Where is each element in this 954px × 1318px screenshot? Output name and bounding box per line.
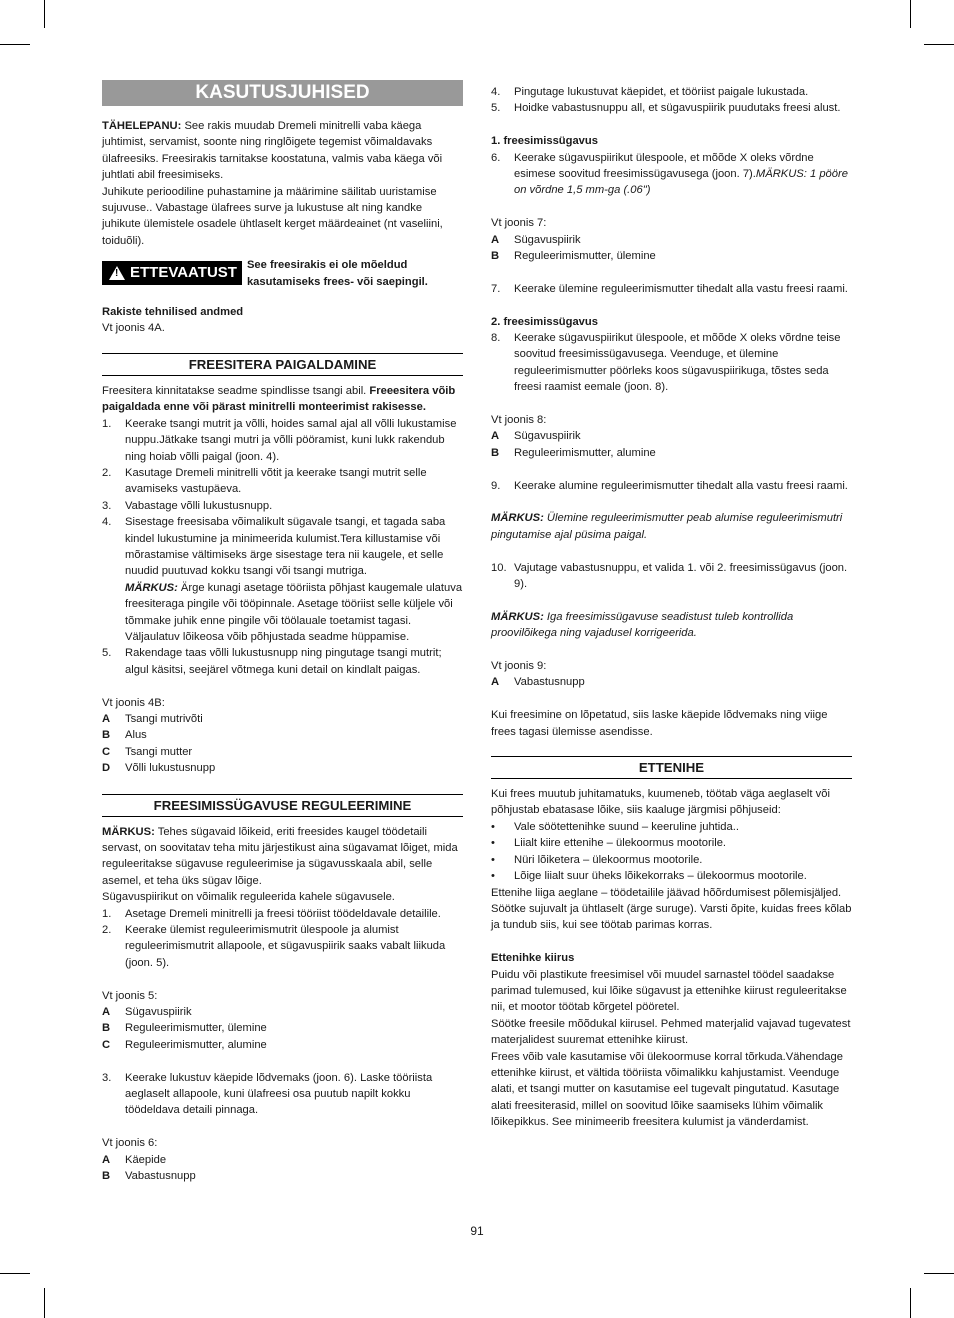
key-item: [102, 744, 463, 760]
list-text: [125, 498, 463, 514]
key-label: [125, 1037, 267, 1053]
step6-note: MÄRKUS: 1 pööre on võrdne 1,5 mm-ga (.06"): [514, 168, 848, 197]
warning-text: See freesirakis ei ole mõeldud kasutamiseks frees- või saepingil.: [246, 259, 428, 288]
list-item: [102, 416, 463, 465]
list-number: 8.: [491, 332, 501, 345]
key-label: [514, 674, 585, 690]
item-text: Asetage Dremeli minitrelli ja freesi tööriist töödeldavale detailile.: [125, 907, 441, 920]
key-label: [514, 428, 581, 444]
note-label: MÄRKUS:: [102, 825, 155, 838]
key-label: [125, 1168, 196, 1184]
note-label: MÄRKUS:: [491, 610, 544, 623]
key-letter: A: [491, 430, 500, 443]
bullet-text: Nüri lõiketera – ülekoormus mootorile.: [514, 853, 703, 866]
list-text: [125, 645, 463, 678]
key-label: [514, 445, 656, 461]
key-label: [125, 727, 147, 743]
list-number: 2.: [102, 924, 112, 937]
list-text: [125, 465, 463, 498]
crop-mark: [924, 44, 954, 45]
bullet-text: Vale söötettenihke suund – keeruline juhtida..: [514, 820, 739, 833]
fig-ref: Vt joonis 4B:: [102, 696, 165, 709]
note-label: MÄRKUS:: [125, 581, 178, 594]
crop-mark: [0, 44, 30, 45]
crop-mark: [44, 1288, 45, 1318]
item-text: Käepide: [125, 1153, 167, 1166]
item-text: Keerake ülemist reguleerimismutrit ülespoole ja alumist reguleerimismutrit allapoole, et sügavuspiirik saaks vabalt liikuda (joon. 5).: [125, 924, 446, 969]
warning-badge-label: ETTEVAATUST: [130, 264, 237, 282]
list-text: Keerake alumine reguleerimismutter tihedalt alla vastu freesi raami.: [514, 479, 848, 492]
list-text: [514, 100, 852, 116]
item-text: Võlli lukustusnupp: [125, 762, 216, 775]
key-item: [102, 1152, 463, 1168]
fig-ref: Vt joonis 8:: [491, 414, 547, 427]
finish-paragraph: Kui freesimine on lõpetatud, siis laske käepide lõdvemaks ning viige frees tagasi ülemisse asendisse.: [491, 709, 828, 738]
key-list: [491, 674, 852, 690]
list-text: Vajutage vabastusnuppu, et valida 1. või 2. freesimissügavus (joon. 9).: [514, 561, 848, 591]
key-label: [514, 232, 581, 248]
fig-ref: Vt joonis 7:: [491, 217, 547, 230]
crop-mark: [0, 1273, 30, 1274]
list-text: Keerake lukustuv käepide lõdvemaks (joon. 6). Laske tööriista aeglaselt allapoole, kuni ülafreesi osa puutub napilt kokku töödeldava detaili pinnaga.: [125, 1071, 433, 1117]
key-letter: B: [491, 250, 500, 263]
key-letter: B: [102, 729, 111, 742]
list-number: 1.: [102, 417, 112, 430]
bullet-icon: •: [491, 853, 495, 866]
crop-mark: [924, 1273, 954, 1274]
list-number: 3.: [102, 1071, 112, 1084]
list-number: 10.: [491, 561, 507, 574]
bullet-item: [491, 819, 852, 835]
key-item: [102, 1168, 463, 1184]
key-list: [491, 232, 852, 265]
list-text: Keerake sügavuspiirikut ülespoole, et mõõde X oleks võrdne teise soovitud freesimissügavusega. Veenduge, et ülemine reguleerimismutter pöörleks koos sügavuspiirikuga, tõstes seda freesi raamist eemale (joon. 8).: [514, 332, 841, 394]
key-label: [125, 744, 192, 760]
list-number: 2.: [102, 466, 112, 479]
s2-key-list: [102, 1152, 463, 1185]
list-text: [514, 84, 852, 100]
item-text: Keerake tsangi mutrit ja võlli, hoides samal ajal all võlli lukustamise nuppu.Jätkake tsangi mutri ja võlli pööramist, kuni lukk rakendub ning hoiab võlli paigal (joon. 4).: [125, 417, 457, 463]
list-text: [125, 906, 463, 922]
key-item: [102, 1020, 463, 1036]
item-text: Kasutage Dremeli minitrelli võtit ja keerake tsangi mutrit selle avamiseks vastupäeva.: [125, 466, 427, 496]
item-text: Sügavuspiirik: [514, 233, 581, 246]
key-label: [125, 1020, 267, 1036]
feed-speed-heading: Ettenihke kiirus: [491, 952, 575, 965]
note-paragraph: [491, 510, 852, 543]
list-text: [125, 514, 463, 645]
list-item: [491, 281, 852, 297]
right-column: [491, 84, 852, 1131]
item-text: Reguleerimismutter, ülemine: [125, 1022, 267, 1035]
warning-block: [102, 257, 463, 290]
bullet-item: [491, 852, 852, 868]
item-text: Reguleerimismutter, alumine: [514, 446, 656, 459]
key-item: [491, 445, 852, 461]
crop-mark: [44, 0, 45, 28]
fig-ref: Vt joonis 6:: [102, 1137, 158, 1150]
item-text: Rakendage taas võlli lukustusnupp ning pingutage tsangi mutrit; algul käsitsi, seejärel võtmega kuni detail on kindlalt paigas.: [125, 647, 442, 676]
list-item: [491, 150, 852, 199]
list-number: 4.: [491, 86, 501, 98]
key-letter: A: [491, 676, 500, 689]
step6-text: Keerake sügavuspiirikut ülespoole, et mõõde X oleks võrdne esimese soovitud freesimissügavusega (joon. 7).: [514, 151, 814, 181]
attention-label: TÄHELEPANU:: [102, 120, 182, 132]
bullet-icon: •: [491, 870, 495, 883]
feed-intro: Kui frees muutub juhitamatuks, kuumeneb, töötab väga aeglaselt või põhjustab ebatasase lõike, siis kaaluge järgmisi põhjuseid:: [491, 788, 830, 817]
item-text: Pingutage lukustuvat käepidet, et tööriist paigale lukustada.: [514, 86, 809, 98]
bullet-icon: •: [491, 837, 495, 850]
list-number: 3.: [102, 499, 112, 512]
key-letter: C: [102, 745, 111, 758]
bullet-icon: •: [491, 820, 495, 833]
item-text: Tsangi mutter: [125, 745, 193, 758]
note-text: Ülemine reguleerimismutter peab alumise reguleerimismutri pingutamise ajal püsima paigal.: [491, 512, 843, 541]
key-item: [491, 674, 852, 690]
list-number: 9.: [491, 479, 501, 492]
bullet-text: Liialt kiire ettenihe – ülekoormus mootorile.: [514, 837, 727, 850]
list-item: [102, 465, 463, 498]
s2-key-list: [102, 1004, 463, 1053]
bullet-item: [491, 835, 852, 851]
bullet-list: [491, 819, 852, 885]
key-letter: C: [102, 1038, 111, 1051]
key-letter: A: [102, 1153, 111, 1166]
s1-step-list: [102, 416, 463, 679]
s2-note: [102, 824, 463, 890]
list-text: [125, 922, 463, 971]
feed-speed-text-2: Söötke freesile mõõdukal kiirusel. Pehmed materjalid vajavad tugevatest materjalidest suuremat ettenihke kiirust.: [491, 1017, 851, 1047]
list-item: [491, 478, 852, 494]
list-item: [491, 84, 852, 100]
list-item: [102, 645, 463, 678]
list-item: [491, 100, 852, 116]
list-number: 7.: [491, 282, 501, 295]
list-item: [102, 922, 463, 971]
feed-speed-text-3: Frees võib vale kasutamise või ülekoormuse korral tõrkuda.Vähendage ettenihke kiirust, et vältida tööriista võimalikku kahjustamist. Veenduge alati, et tsangi mutter on kasutamise eel tugevalt pingutatud. Kasutage alati freesiterasid, millel on soovitud lõike saamiseks lühim võimalik lõikepikkus. See minimeerib freesitera kulumist ja vänderdamist.: [491, 1050, 843, 1129]
key-label: [125, 1004, 192, 1020]
section-heading: FREESIMISSÜGAVUSE REGULEERIMINE: [102, 794, 463, 817]
item-text: Reguleerimismutter, ülemine: [514, 250, 656, 263]
feed-after: Ettenihe liiga aeglane – töödetailile jäävad hõõrdumisest põlemisjäljed. Söötke sujuvalt ja ühtlaselt (ärge suruge). Varsti õpite, kuidas frees kõlab ja tundub siis, kui see töötab parimas korras.: [491, 886, 852, 932]
key-letter: D: [102, 762, 111, 775]
warning-triangle-icon: !: [109, 266, 125, 280]
key-item: [102, 760, 463, 776]
bullet-text: Lõige liialt suur üheks lõikekorraks – ülekoormus mootorile.: [514, 870, 807, 883]
s1-key-list: [102, 711, 463, 777]
crop-mark: [910, 1288, 911, 1318]
left-column: [102, 80, 463, 1185]
key-item: [491, 248, 852, 264]
key-letter: A: [102, 1006, 111, 1019]
key-item: [102, 1037, 463, 1053]
key-letter: A: [491, 233, 500, 246]
item-text: Tsangi mutrivõti: [125, 712, 203, 725]
s1-intro: [102, 383, 463, 416]
key-letter: A: [102, 712, 111, 725]
list-text: [514, 150, 852, 199]
list-item: [102, 514, 463, 645]
page-number: 91: [470, 1224, 484, 1238]
key-letter: B: [491, 446, 500, 459]
list-item: [102, 498, 463, 514]
list-item: [491, 560, 852, 593]
warning-badge: [102, 261, 242, 285]
key-letter: B: [102, 1170, 111, 1183]
key-item: [102, 727, 463, 743]
item-text: Alus: [125, 729, 147, 742]
bullet-item: [491, 868, 852, 884]
list-item: [491, 330, 852, 396]
list-number: 1.: [102, 907, 112, 920]
key-label: [125, 1152, 166, 1168]
item-text: Reguleerimismutter, alumine: [125, 1038, 267, 1051]
page-title: KASUTUSJUHISED: [102, 80, 463, 106]
key-letter: B: [102, 1022, 111, 1035]
tech-heading: Rakiste tehnilised andmed: [102, 306, 244, 319]
list-number: 4.: [102, 516, 112, 529]
fig-ref: Vt joonis 9:: [491, 660, 547, 673]
key-item: [102, 1004, 463, 1020]
item-text: Hoidke vabastusnuppu all, et sügavuspiirik puudutaks freesi alust.: [514, 102, 841, 115]
s2-step-list: [102, 906, 463, 972]
section-heading: ETTENIHE: [491, 756, 852, 779]
key-item: [491, 428, 852, 444]
list-text: Keerake ülemine reguleerimismutter tihedalt alla vastu freesi raami.: [514, 282, 848, 295]
item-text: Sügavuspiirik: [514, 430, 581, 443]
crop-mark: [910, 0, 911, 28]
s1-intro-text: Freesitera kinnitatakse seadme spindlisse tsangi abil.: [102, 384, 370, 397]
feed-speed-text: Puidu või plastikute freesimisel või muudel sarnastel töödel saadakse parimad tulemused, kui lõike sügavust ja ettenihke kiirust reguleeritakse nii, et mootor töötab kõrgetel pööretel.: [491, 968, 847, 1014]
key-label: [514, 248, 656, 264]
key-item: [491, 232, 852, 248]
tech-ref: Vt joonis 4A.: [102, 322, 165, 335]
right-step-list: [491, 84, 852, 117]
key-label: [125, 760, 215, 776]
item-text: Sügavuspiirik: [125, 1006, 192, 1019]
list-item: [102, 1070, 463, 1119]
list-text: [125, 416, 463, 465]
note-paragraph: [491, 609, 852, 642]
note-text: Tehes sügavaid lõikeid, eriti freesides kaugel töödetaili servast, on soovitatav teha mitu järjestikust aina sügavamat lõiget, mida reguleeritakse sügavuse reguleerimise ja sügavusskaala abil, selle asemel, et teha üks sügav lõige.: [102, 825, 458, 887]
s1-intro-bold: Freeesitera võib paigaldada enne või pärast minitrelli monteerimist rakisesse.: [102, 384, 456, 414]
note-text: Iga freesimissügavuse seadistust tuleb kontrollida proovilõikega ning vajadusel korrigeerida.: [491, 610, 794, 640]
maintenance-paragraph: Juhikute perioodiline puhastamine ja määrimine säilitab uuristamise sujuvuse.. Vabastage ülafrees surve ja lukustuse alt ning kandke juhikute ülemistele osadele ühtlaselt kerget määrdeainet (nt vaseliini, toiduõli).: [102, 185, 443, 247]
item-text: Sisestage freesisaba võimalikult sügavale tsangi, et tagada saba kindel lukustumine ja minimeerida kulumist.Tera killustamise või mõrastamise vältimiseks ärge sisestage tera nii kaugele, et selle nuudid puutuvad kokku tsangi või tsangi mutriga.: [125, 516, 446, 578]
fig-ref: Vt joonis 5:: [102, 989, 158, 1002]
s2-line2: Sügavuspiirikut on võimalik reguleerida kahele sügavusele.: [102, 891, 395, 904]
key-label: [125, 711, 203, 727]
list-number: 5.: [491, 102, 501, 115]
item-text: Vabastusnupp: [125, 1170, 196, 1183]
intro-paragraph: [102, 118, 463, 184]
item-text: Vabastusnupp: [514, 676, 585, 689]
list-item: [102, 906, 463, 922]
intro-text: See rakis muudab Dremeli minitrelli vaba käega juhtimist, servamist, soonte ning ringlõigete tegemist võimaldavaks ülafreesiks. Freesirakis tarnitakse koostatuna, valmis vaba käega või juhtlati abil freesimiseks.: [102, 120, 443, 182]
section-heading: FREESITERA PAIGALDAMINE: [102, 353, 463, 376]
item-text: Vabastage võlli lukustusnupp.: [125, 499, 273, 512]
list-number: 6.: [491, 151, 501, 164]
note-label: MÄRKUS:: [491, 512, 544, 525]
depth2-heading: 2. freesimissügavus: [491, 315, 598, 328]
list-number: 5.: [102, 647, 112, 660]
depth1-heading: 1. freesimissügavus: [491, 135, 598, 148]
key-list: [491, 428, 852, 461]
note-text: Ärge kunagi asetage tööriista põhjast kaugemale ulatuva freesiteraga pingile või tööpinnale. Asetage tööriist selle küljele või tõmmake juhik enne pingile või töölauale toetamist tagasi. Väljaulatuv lõikeosa võib põhjustada seadme hüppamise.: [125, 581, 463, 643]
key-item: [102, 711, 463, 727]
